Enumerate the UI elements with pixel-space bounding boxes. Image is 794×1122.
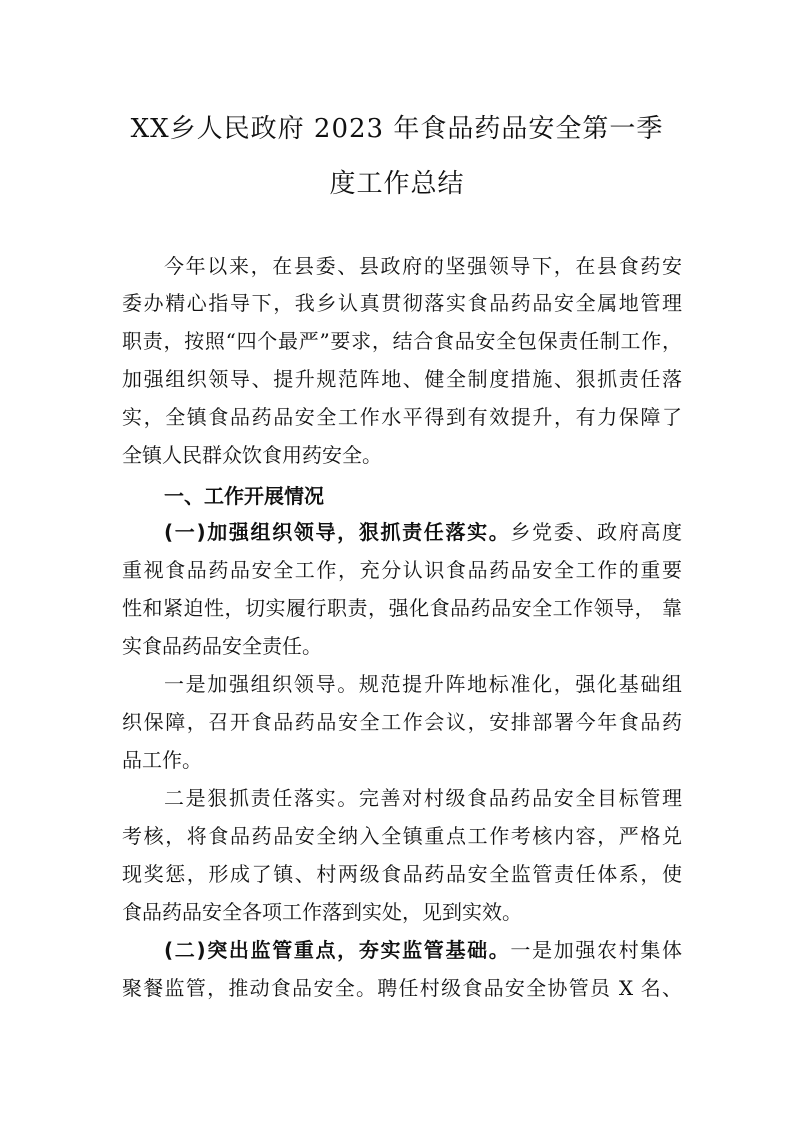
subsection-2-text: 一是加强农村集体 <box>510 938 682 962</box>
subsection-2-first-line <box>164 936 682 964</box>
subsection-1-heading: (一)加强组织领导，狠抓责任落实。 <box>164 520 511 544</box>
intro-line: 全镇人民群众饮食用药安全。 <box>122 443 382 467</box>
paragraph-b-line: 食品药品安全各项工作落到实处，见到实效。 <box>122 900 522 924</box>
paragraph-a-line: 品工作。 <box>122 748 202 772</box>
document-title-line-1: XX乡人民政府 2023 年食品药品安全第一季 <box>130 114 664 144</box>
subsection-1-text: 乡党委、政府高度 <box>510 520 682 544</box>
intro-line: 职责，按照“四个最严”要求，结合食品安全包保责任制工作， <box>122 329 682 353</box>
subsection-2-line: 聚餐监管，推动食品安全。聘任村级食品安全协管员 X 名、 <box>122 976 682 1000</box>
paragraph-b-line: 二是狠抓责任落实。完善对村级食品药品安全目标管理 <box>164 786 682 810</box>
paragraph-a-line: 织保障，召开食品药品安全工作会议，安排部署今年食品药 <box>122 710 682 734</box>
paragraph-b-line: 现奖惩，形成了镇、村两级食品药品安全监管责任体系，使 <box>122 862 682 886</box>
subsection-2-heading: (二)突出监管重点，夯实监管基础。 <box>164 938 511 962</box>
subsection-1-first-line <box>164 518 682 546</box>
intro-line: 加强组织领导、提升规范阵地、健全制度措施、狠抓责任落 <box>122 367 682 391</box>
subsection-1-line: 重视食品药品安全工作，充分认识食品药品安全工作的重要 <box>122 558 682 582</box>
paragraph-b-line: 考核，将食品药品安全纳入全镇重点工作考核内容，严格兑 <box>122 824 682 848</box>
intro-line: 今年以来，在县委、县政府的坚强领导下，在县食药安 <box>164 254 682 278</box>
section-heading: 一、工作开展情况 <box>164 484 324 508</box>
subsection-1-line: 实食品药品安全责任。 <box>122 634 322 658</box>
intro-line: 委办精心指导下，我乡认真贯彻落实食品药品安全属地管理 <box>122 291 682 315</box>
paragraph-a-line: 一是加强组织领导。规范提升阵地标准化，强化基础组 <box>164 672 682 696</box>
document-title-line-2: 度工作总结 <box>329 169 465 199</box>
subsection-1-line: 性和紧迫性，切实履行职责，强化食品药品安全工作领导， 靠 <box>122 596 682 620</box>
intro-line: 实，全镇食品药品安全工作水平得到有效提升，有力保障了 <box>122 405 682 429</box>
